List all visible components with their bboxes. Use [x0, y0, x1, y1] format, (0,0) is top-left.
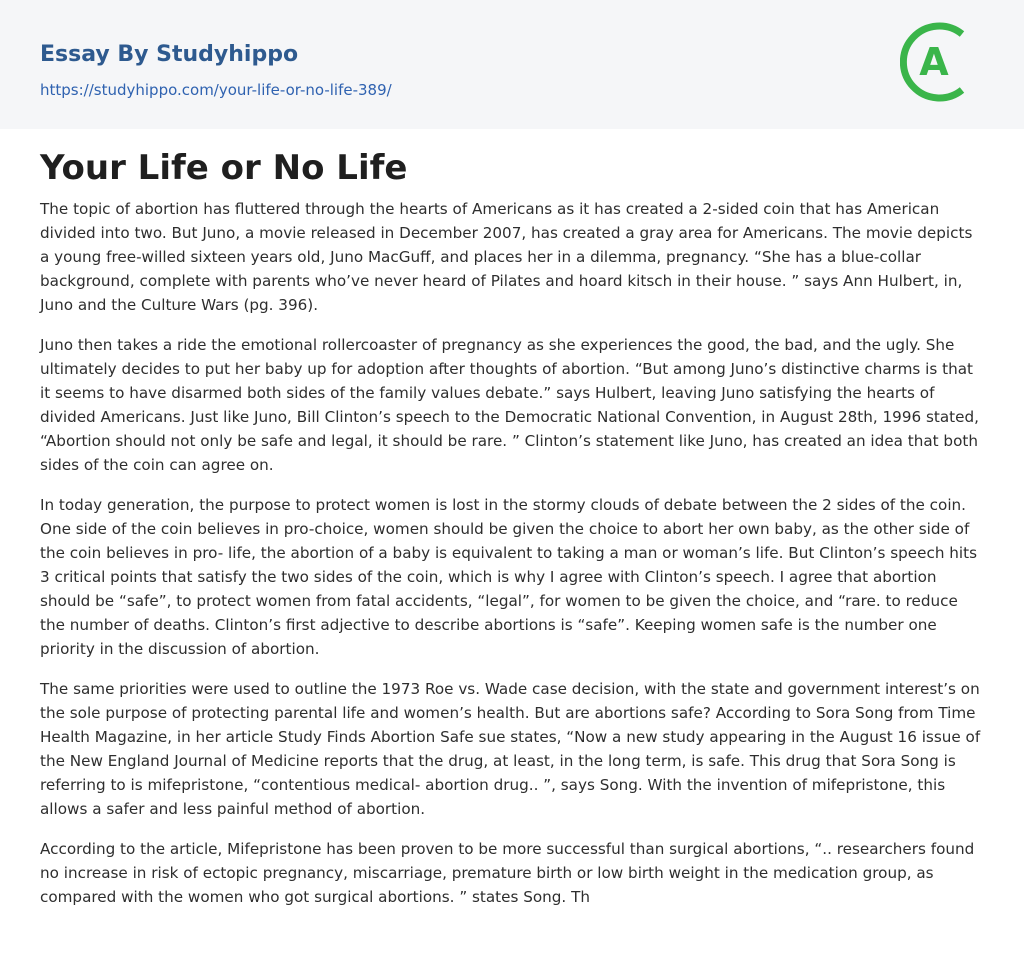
site-title: Essay By Studyhippo — [40, 42, 299, 67]
studyhippo-logo-icon — [900, 20, 984, 104]
article-paragraph-2: Juno then takes a ride the emotional rollercoaster of pregnancy as she experiences the good, the bad, and the ugly. She ultimately decides to put her baby up for adoption after thoughts of abortion. “But among Juno’s distinctive charms is that it seems to have disarmed both sides of the family values debate.” says Hulbert, leaving Juno satisfying the hearts of divided Americans. Just like Juno, Bill Clinton’s speech to the Democratic National Convention, in August 28th, 1996 stated, “Abortion should not only be safe and legal, it should be rare. ” Clinton’s statement like Juno, has created an idea that both sides of the coin can agree on. — [40, 336, 979, 474]
article-paragraph-1: The topic of abortion has fluttered through the hearts of Americans as it has created a 2-sided coin that has American divided into two. But Juno, a movie released in December 2007, has created a gray area for Americans. The movie depicts a young free-willed sixteen years old, Juno MacGuff, and places her in a dilemma, pregnancy. “She has a blue-collar background, complete with parents who’ve never heard of Pilates and hoard kitsch in their house. ” says Ann Hulbert, in, Juno and the Culture Wars (pg. 396). — [40, 200, 973, 314]
article-paragraph-3: In today generation, the purpose to protect women is lost in the stormy clouds of debate between the 2 sides of the coin. One side of the coin believes in pro-choice, women should be given the choice to abort her own baby, as the other side of the coin believes in pro- life, the abortion of a baby is equivalent to taking a man or woman’s life. But Clinton’s speech hits 3 critical points that satisfy the two sides of the coin, which is why I agree with Clinton’s speech. I agree that abortion should be “safe”, to protect women from fatal accidents, “legal”, for women to be given the choice, and “rare. to reduce the number of deaths. Clinton’s first adjective to describe abortions is “safe”. Keeping women safe is the number one priority in the discussion of abortion. — [40, 496, 977, 658]
logo-letter: A — [919, 40, 949, 84]
article-title: Your Life or No Life — [40, 148, 408, 188]
article — [0, 129, 1024, 909]
essay-url-link[interactable]: https://studyhippo.com/your-life-or-no-life-389/ — [40, 81, 392, 99]
article-paragraph-5: According to the article, Mifepristone has been proven to be more successful than surgical abortions, “.. researchers found no increase in risk of ectopic pregnancy, miscarriage, premature birth or low birth weight in the medication group, as compared with the women who got surgical abortions. ” states Song. Th — [40, 840, 975, 906]
site-header — [0, 0, 1024, 129]
article-paragraph-4: The same priorities were used to outline the 1973 Roe vs. Wade case decision, with the state and government interest’s on the sole purpose of protecting parental life and women’s health. But are abortions safe? According to Sora Song from Time Health Magazine, in her article Study Finds Abortion Safe sue states, “Now a new study appearing in the August 16 issue of the New England Journal of Medicine reports that the drug, at least, in the long term, is safe. This drug that Sora Song is referring to is mifepristone, “contentious medical- abortion drug.. ”, says Song. With the invention of mifepristone, this allows a safer and less painful method of abortion. — [40, 680, 981, 818]
